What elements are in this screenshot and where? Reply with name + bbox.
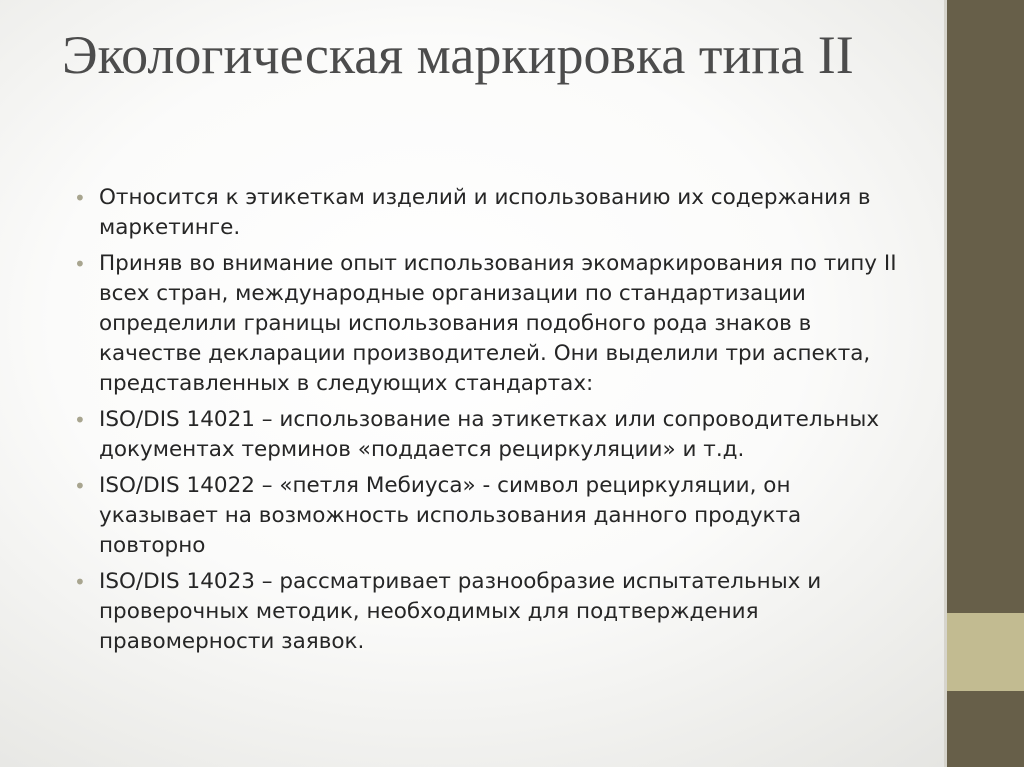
bullet-dot-icon: •	[74, 186, 86, 210]
slide-title: Экологическая маркировка типа II	[62, 25, 854, 85]
bullet-text: ISO/DIS 14023 – рассматривает разнообразие испытательных и проверочных методик, необходимых для подтверждения правомерности заявок.	[99, 569, 822, 654]
bullet-dot-icon: •	[74, 252, 86, 276]
bullet-item	[74, 567, 914, 657]
right-band-accent	[947, 613, 1024, 691]
bullet-dot-icon: •	[74, 570, 86, 594]
bullet-item	[74, 471, 914, 561]
bullet-text: ISO/DIS 14022 – «петля Мебиуса» - символ рециркуляции, он указывает на возможность использования данного продукта повторно	[99, 473, 802, 558]
bullet-list	[74, 183, 914, 663]
bullet-item	[74, 183, 914, 243]
bullet-text: Относится к этикеткам изделий и использованию их содержания в маркетинге.	[99, 185, 871, 240]
bullet-item	[74, 405, 914, 465]
bullet-text: ISO/DIS 14021 – использование на этикетках или сопроводительных документах терминов «поддается рециркуляции» и т.д.	[99, 407, 880, 462]
bullet-dot-icon: •	[74, 474, 86, 498]
bullet-item	[74, 249, 914, 399]
bullet-dot-icon: •	[74, 408, 86, 432]
bullet-text: Приняв во внимание опыт использования экомаркирования по типу II всех стран, международные организации по стандартизации определили границы использования подобного рода знаков в качестве декларации производителей. Они выделили три аспекта, представленных в следующих стандартах:	[99, 251, 897, 396]
